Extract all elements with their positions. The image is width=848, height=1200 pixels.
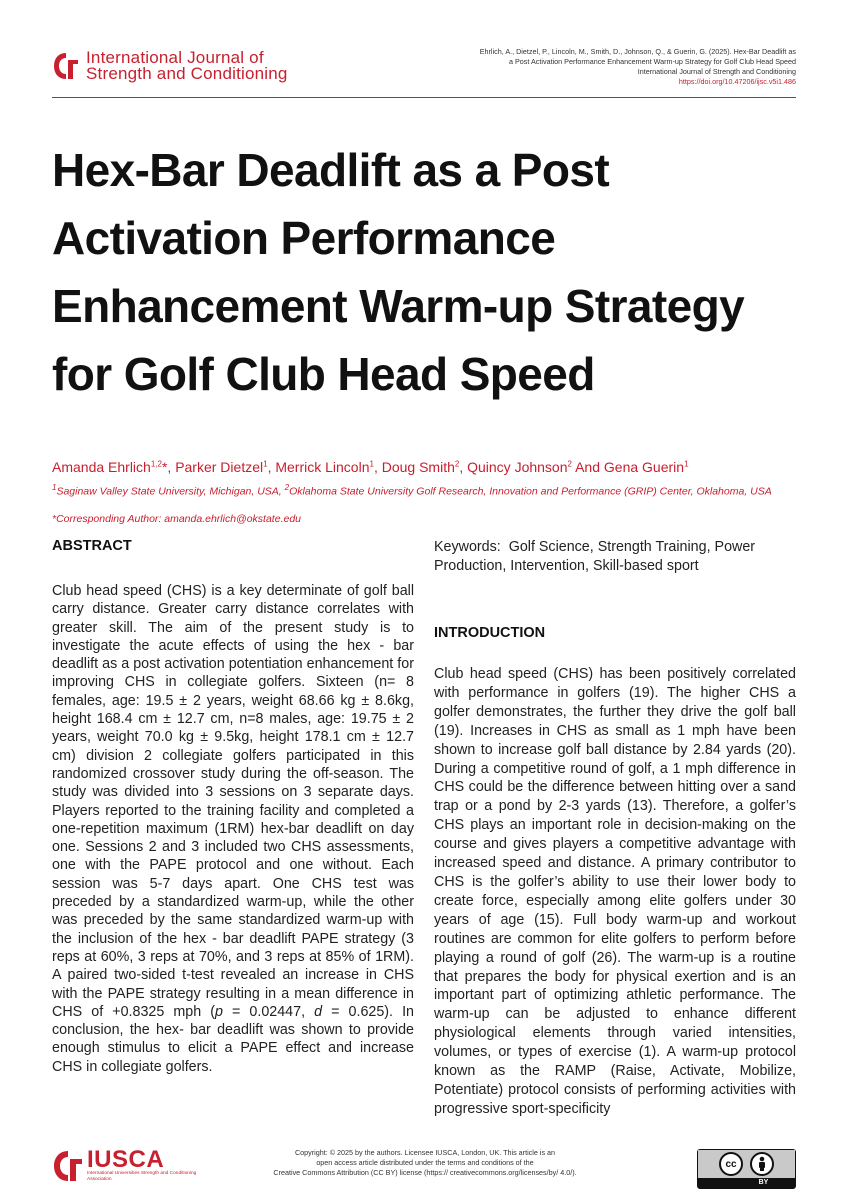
journal-emblem-icon: [52, 51, 80, 81]
author-separator: ,: [459, 459, 468, 475]
affiliation-sup: 2: [284, 483, 290, 492]
header-divider: [52, 97, 796, 98]
author-affiliation-sup: 1: [263, 459, 268, 469]
citation-line: a Post Activation Performance Enhancement Warm-up Strategy for Golf Club Head Speed: [509, 57, 796, 66]
abstract-text-main: Club head speed (CHS) is a key determinate of golf ball carry distance. Greater carry distance correlates with greater skill. The aim of the present study is to investigate the acute effects of using the hex - bar deadlift as a post activation potentiation enhancement for improving CHS in collegiate golfers. Sixteen (n= 8 females, age: 19.5 ± 2 years, weight 68.66 kg ± 8.6kg, height 168.4 cm ± 12.7 cm, n=8 males, age: 19.75 ± 2 years, weight 70.0 kg ± 9.5kg, height 178.1 cm ± 12.7 cm) division 2 collegiate golfers participated in this randomized crossover study during the off-season. The study was divided into 3 sessions on 3 separate days. Players reported to the training facility and completed a one-repetition maximum (1RM) hex-bar deadlift on day one. Sessions 2 and 3 included two CHS assessments, one with the PAPE protocol and one without. Each session was 5-7 days apart. One CHS test was preceded by a standardized warm-up, while the other was preceded by the same standardized warm-up with the inclusion of the hex - bar deadlift PAPE strategy (3 reps at 60%, 3 reps at 70%, and 3 reps at 85% of 1RM). A paired two-sided t-test revealed an increase in CHS with the PAPE strategy resulting in a mean difference in CHS of +0.8325 mph (: [52, 583, 414, 1020]
abstract-heading: ABSTRACT: [52, 538, 132, 554]
copyright-line: Copyright: © 2025 by the authors. Licensee IUSCA, London, UK. This article is an: [294, 1148, 556, 1157]
author-affiliation-sup: 2: [567, 459, 572, 469]
p-symbol: p: [214, 1003, 223, 1020]
affiliation-1: Saginaw Valley State University, Michigan, USA,: [56, 485, 285, 498]
iusca-emblem-icon: [52, 1149, 84, 1183]
p-value-text: = 0.02447,: [222, 1003, 315, 1020]
author-name: Quincy Johnson: [467, 459, 568, 475]
intro-column: [434, 538, 796, 1119]
iusca-wordmark: IUSCA: [87, 1146, 165, 1173]
author-separator: ,: [167, 459, 176, 475]
corresponding-mark: *: [161, 459, 168, 475]
cc-by-license-badge[interactable]: [697, 1149, 796, 1189]
iusca-logo-text: [87, 1146, 197, 1183]
iusca-subtitle: International Universities Strength and Conditioning Association: [87, 1171, 197, 1182]
cc-by-strip: [698, 1178, 795, 1188]
introduction-text: Club head speed (CHS) has been positively correlated with performance in golfers (19). The higher CHS a golfer demonstrates, the further they drive the golf ball (19). Increases in CHS as small as 1 mph have been shown to increase golf ball distance by 2.84 yards (20). During a competitive round of golf, a 1 mph difference in CHS could be the difference between hitting over a sand trap or a pond by 2-3 yards (13). Therefore, a golfer’s CHS plays an important role in decision-making on the course and gives players a competitive advantage with increased speed and distance. A primary contributor to CHS is the golfer’s ability to use their lower body to create force, especially among elite golfers under 30 years of age (15). Full body warm-up and workout routines are common for elite golfers to perform before playing a round of golf (26). The warm-up is a routine that prepares the body for physical exertion and is an important part of optimizing athletic performance. The warm-up can be adjusted to enhance different physiological elements through varied intensities, volumes, or types of exercise (1). A warm-up protocol known as the RAMP (Raise, Activate, Mobilize, Potentiate) protocol consists of performing activities with progressive sport-specificity: [434, 666, 796, 1117]
copyright-notice: [260, 1148, 590, 1178]
author-name: Gena Guerin: [603, 459, 685, 475]
by-label: BY: [758, 1179, 769, 1186]
journal-logo: [52, 50, 288, 82]
keywords-label: Keywords:: [434, 539, 501, 555]
abstract-text: [52, 582, 414, 1076]
iusca-logo: [52, 1146, 197, 1183]
author-affiliation-sup: 1: [369, 459, 374, 469]
abstract-column: [52, 538, 414, 1076]
cc-badge-top: [698, 1150, 795, 1178]
abstract-conclusion: = 0.625). In conclusion, the hex- bar deadlift was shown to provide enough stimulus to elicit a PAPE effect and increase CHS in collegiate golfers.: [52, 1003, 415, 1075]
introduction-heading: INTRODUCTION: [434, 625, 546, 641]
author-affiliation-sup: 1,2: [150, 459, 162, 469]
citation-line: International Journal of Strength and Conditioning: [637, 67, 796, 76]
author-separator: And: [571, 459, 604, 475]
journal-name: [86, 50, 288, 82]
author-name: Amanda Ehrlich: [52, 459, 151, 475]
citation-line: Ehrlich, A., Dietzel, P., Lincoln, M., Smith, D., Johnson, Q., & Guerin, G. (2025). Hex-Bar Deadlift as: [479, 47, 796, 56]
d-symbol: d: [314, 1003, 323, 1020]
citation-block: [456, 47, 796, 87]
journal-name-line1: International Journal of: [86, 48, 264, 67]
corresponding-author: *Corresponding Author: amanda.ehrlich@okstate.edu: [52, 513, 302, 525]
affiliation-sup: 1: [52, 483, 57, 492]
cc-icon: cc: [719, 1152, 743, 1176]
author-affiliation-sup: 1: [684, 459, 689, 469]
affiliations: [52, 481, 772, 499]
author-name: Parker Dietzel: [175, 459, 264, 475]
copyright-line: open access article distributed under the terms and conditions of the: [316, 1158, 534, 1167]
keywords-text: Golf Science, Strength Training, Power Production, Intervention, Skill-based sport: [434, 539, 756, 574]
author-separator: ,: [267, 459, 276, 475]
attribution-person-icon: [750, 1152, 774, 1176]
author-name: Merrick Lincoln: [275, 459, 370, 475]
author-separator: ,: [373, 459, 382, 475]
copyright-line: Creative Commons Attribution (CC BY) license (https:// creativecommons.org/licenses/by/ 4.0/).: [273, 1168, 577, 1177]
journal-name-line2: Strength and Conditioning: [86, 64, 288, 83]
paper-title: Hex-Bar Deadlift as a Post Activation Performance Enhancement Warm-up Strategy for Golf Club Head Speed: [52, 144, 745, 400]
doi-link[interactable]: https://doi.org/10.47206/ijsc.v5i1.486: [678, 77, 796, 86]
keywords: [434, 538, 796, 576]
affiliation-2: Oklahoma State University Golf Research, Innovation and Performance (GRIP) Center, Oklahoma, USA: [289, 485, 772, 498]
author-list: [52, 459, 689, 475]
author-name: Doug Smith: [381, 459, 455, 475]
author-affiliation-sup: 2: [454, 459, 460, 469]
